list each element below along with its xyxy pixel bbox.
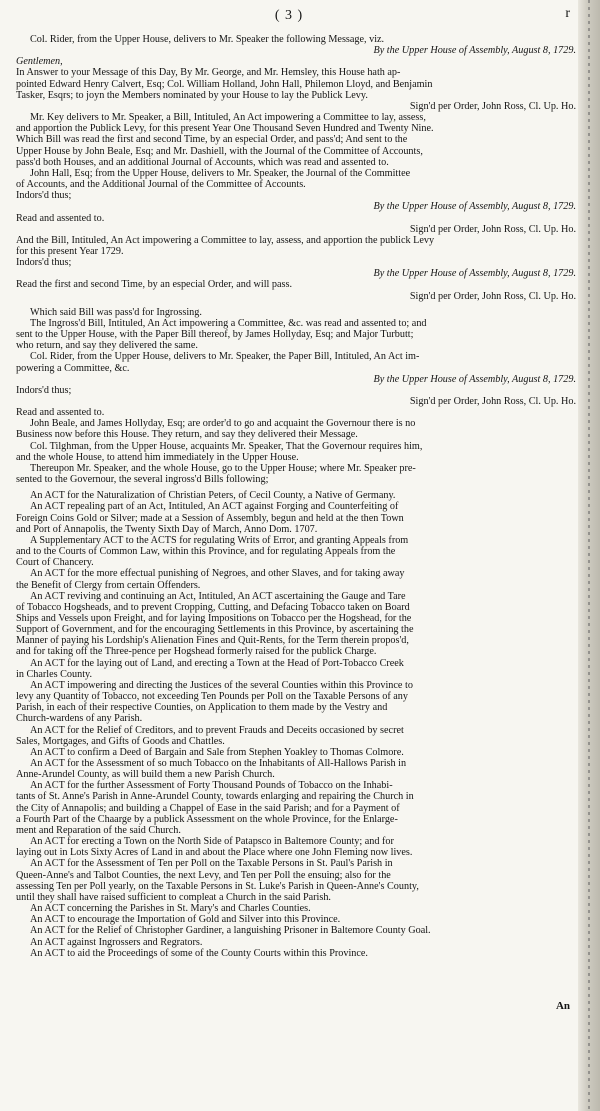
- text-line: John Hall, Esq; from the Upper House, delivers to Mr. Speaker, the Journal of the Committee: [30, 167, 411, 179]
- text-line: who return, and say they delivered the same.: [16, 340, 198, 352]
- text-line: Manner of paying his Lordship's Alienation Fines and Quit-Rents, for the Term therein propos'd,: [16, 635, 409, 647]
- text-line: Indors'd thus;: [16, 384, 72, 396]
- text-line: tants of St. Anne's Parish in Anne-Arundel County, towards enlarging and repairing the Church in: [16, 791, 414, 803]
- text-line: An ACT impowering and directing the Justices of the several Counties within this Province to: [30, 679, 413, 691]
- text-line: and Port of Annapolis, the Twenty Sixth Day of March, Anno Dom. 1707.: [16, 523, 318, 535]
- text-line: powering a Committee, &c.: [16, 362, 130, 374]
- text-line: An ACT for the Assessment of Ten per Poll on the Taxable Persons in St. Paul's Parish in: [30, 858, 393, 870]
- text-line: in Charles County.: [16, 668, 93, 680]
- text-line: An ACT for the more effectual punishing of Negroes, and other Slaves, and for taking away: [30, 568, 405, 580]
- text-line: Indors'd thus;: [16, 257, 72, 269]
- text-line: Parish, in each of their respective Counties, on Application to them made by the Vestry and: [16, 702, 388, 714]
- text-line: An ACT for the Naturalization of Christian Peters, of Cecil County, a Native of Germany.: [30, 490, 396, 502]
- text-line: An ACT repealing part of an Act, Intituled, An ACT against Forging and Counterfeiting of: [30, 501, 399, 513]
- text-line: An ACT for erecting a Town on the North Side of Patapsco in Baltemore County; and for: [30, 836, 394, 848]
- text-line: Indors'd thus;: [16, 190, 72, 202]
- text-line: Church-wardens of any Parish.: [16, 713, 143, 725]
- text-line: and to the Courts of Common Law, within this Province, and for regulating Appeals from the: [16, 546, 396, 558]
- text-line: An ACT concerning the Parishes in St. Mary's and Charles Counties.: [30, 903, 311, 915]
- text-line: ment and Reparation of the said Church.: [16, 824, 181, 836]
- text-line: The Ingross'd Bill, Intituled, An Act impowering a Committee, &c. was read and assented to; and: [30, 317, 427, 329]
- text-line: Sign'd per Order, John Ross, Cl. Up. Ho.: [409, 100, 576, 112]
- text-line: Queen-Anne's and Talbot Counties, the next Levy, and Ten per Poll the ensuing; also for the: [16, 869, 391, 881]
- text-line: Which Bill was read the first and second Time, by an especial Order, and pass'd; And sent to the: [16, 134, 408, 146]
- text-line: Col. Tilghman, from the Upper House, acquaints Mr. Speaker, That the Governour requires him,: [30, 440, 423, 452]
- text-line: By the Upper House of Assembly, August 8, 1729.: [373, 268, 576, 280]
- text-line: and the whole House, to attend him immediately in the Upper House.: [16, 451, 299, 463]
- text-line: laying out in Lots Sixty Acres of Land in and about the Place where one John Fleming now lives.: [16, 847, 413, 859]
- text-line: Mr. Key delivers to Mr. Speaker, a Bill, Intituled, An Act impowering a Committee to lay, assess,: [30, 112, 426, 124]
- text-line: Thereupon Mr. Speaker, and the whole House, go to the Upper House; where Mr. Speaker pre-: [30, 462, 416, 474]
- text-line: Anne-Arundel County, as will build them a new Parish Church.: [16, 769, 275, 781]
- text-line: By the Upper House of Assembly, August 8, 1729.: [373, 45, 576, 57]
- text-line: An ACT for the further Assessment of Forty Thousand Pounds of Tobacco on the Inhabi-: [30, 780, 393, 792]
- text-line: Sign'd per Order, John Ross, Cl. Up. Ho.: [409, 290, 576, 302]
- text-line: pointed Edward Henry Calvert, Esq; Col. William Holland, John Hall, Philemon Lloyd, and Benjamin: [16, 78, 433, 90]
- text-line: An ACT for the Relief of Creditors, and to prevent Frauds and Deceits occasioned by secret: [30, 724, 404, 736]
- text-line: a Fourth Part of the Chaarge by a publick Assessment on the whole Province, for the Enlarge-: [16, 813, 398, 825]
- text-line: A Supplementary ACT to the ACTS for regulating Writs of Error, and granting Appeals from: [30, 534, 409, 546]
- text-line: Read the first and second Time, by an especial Order, and will pass.: [16, 279, 293, 291]
- text-line: John Beale, and James Hollyday, Esq; are order'd to go and acquaint the Governour there is no: [30, 418, 416, 430]
- page-number: ( 3 ): [274, 8, 304, 23]
- text-line: and apportion the Publick Levy, for this present Year One Thousand Seven Hundred and Twenty Nine.: [16, 123, 434, 135]
- text-line: Read and assented to.: [16, 212, 105, 224]
- journal-text-body: [16, 34, 580, 959]
- text-line: sented to the Governour, the several ingross'd Bills following;: [16, 474, 269, 486]
- text-line: the City of Annapolis; and building a Chappel of Ease in the said Parish; and for a Payment of: [16, 802, 400, 814]
- text-line: Support of Government, and for the encouraging Settlements in this Province, by ascertaining the: [16, 624, 414, 636]
- text-line: Foreign Coins Gold or Silver; made at a Session of Assembly, begun and held at the then Town: [16, 512, 404, 524]
- text-line: An ACT for the laying out of Land, and erecting a Town at the Head of Port-Tobacco Creek: [30, 657, 404, 669]
- text-line: the Benefit of Clergy from certain Offenders.: [16, 579, 201, 591]
- text-line: assessing Ten per Poll yearly, on the Taxable Persons in St. Luke's Parish in Queen-Anne's County,: [16, 880, 419, 892]
- binding-stitch-line: [588, 0, 590, 1111]
- text-line: Ships and Vessels upon Freight, and for laying Impositions on Tobacco per the Hogshead, for the: [16, 612, 412, 624]
- text-line: An ACT for the Relief of Christopher Gardiner, a languishing Prisoner in Baltemore County Goal.: [30, 925, 431, 937]
- text-line: of Accounts, and the Additional Journal of the Committee of Accounts.: [16, 179, 306, 191]
- text-line: By the Upper House of Assembly, August 8, 1729.: [373, 373, 576, 385]
- text-line: Sales, Mortgages, and Gifts of Goods and Chattles.: [16, 735, 225, 747]
- text-line: Read and assented to.: [16, 407, 105, 419]
- text-line: Which said Bill was pass'd for Ingrossing.: [30, 306, 202, 318]
- text-line: Col. Rider, from the Upper House, delivers to Mr. Speaker, the Paper Bill, Intituled, An Act im-: [30, 351, 420, 363]
- text-line: levy any Quantity of Tobacco, not exceeding Ten Pounds per Poll on the Taxable Persons of any: [16, 691, 408, 703]
- text-line: Sign'd per Order, John Ross, Cl. Up. Ho.: [409, 223, 576, 235]
- text-line: pass'd both Houses, and an additional Journal of Accounts, which was read and assented to.: [16, 156, 389, 168]
- text-line: An ACT against Ingrossers and Regrators.: [30, 936, 203, 948]
- text-line: An ACT to encourage the Importation of Gold and Silver into this Province.: [30, 914, 341, 926]
- text-line: Sign'd per Order, John Ross, Cl. Up. Ho.: [409, 396, 576, 407]
- text-line: In Answer to your Message of this Day, By Mr. George, and Mr. Hemsley, this House hath ap-: [16, 67, 401, 79]
- text-line: An ACT to aid the Proceedings of some of the County Courts within this Province.: [30, 947, 368, 959]
- text-line: Tasker, Esqrs; to joyn the Members nominated by your House to lay the Publick Levy.: [16, 89, 368, 101]
- text-line: An ACT for the Assessment of so much Tobacco on the Inhabitants of All-Hallows Parish in: [30, 758, 407, 769]
- text-line: An ACT reviving and continuing an Act, Intituled, An ACT ascertaining the Gauge and Tare: [30, 590, 406, 602]
- text-line: And the Bill, Intituled, An Act impowering a Committee to lay, assess, and apportion the publick Levy: [16, 234, 435, 246]
- catchword: An: [555, 1000, 570, 1012]
- text-line: Gentlemen,: [16, 56, 63, 68]
- text-line: By the Upper House of Assembly, August 8, 1729.: [373, 201, 576, 213]
- text-line: An ACT to confirm a Deed of Bargain and Sale from Stephen Yoakley to Thomas Colmore.: [30, 746, 404, 758]
- text-line: sent to the Upper House, with the Paper Bill thereof, by James Hollyday, Esq; and Major Turbutt;: [16, 329, 414, 341]
- text-line: Upper House by John Beale, Esq; and Mr. Dashiell, with the Journal of the Committee of Accounts,: [16, 145, 423, 157]
- text-line: Col. Rider, from the Upper House, delivers to Mr. Speaker the following Message, viz.: [30, 34, 385, 45]
- text-line: Court of Chancery.: [16, 557, 94, 569]
- text-line: for this present Year 1729.: [16, 245, 124, 257]
- text-line: until they shall have raised sufficient to compleat a Church in the said Parish.: [16, 891, 331, 903]
- corner-mark: r: [565, 6, 570, 21]
- text-line: and for taking off the Three-pence per Hogshead formerly raised for the publick Charge.: [16, 646, 377, 658]
- text-line: of Tobacco Hogsheads, and to prevent Cropping, Cutting, and Defacing Tobacco taken on Board: [16, 601, 410, 613]
- text-line: Business now before this House. They return, and say they delivered their Message.: [16, 429, 358, 441]
